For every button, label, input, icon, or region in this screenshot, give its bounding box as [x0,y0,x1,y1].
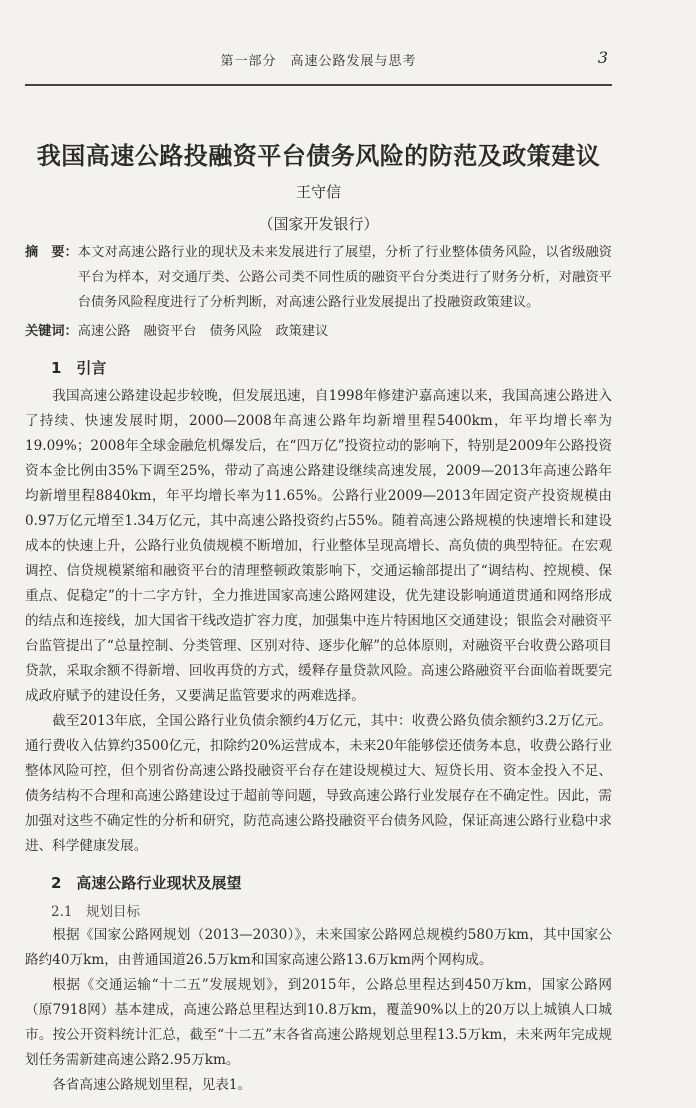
paragraph: 各省高速公路规划里程，见表1。 [52,1077,252,1093]
paragraph: 根据《国家公路网规划（2013—2030）》，未来国家公路网总规模约580万km，其中国家公路约40万km，由普通国道26.5万km和国家高速公路13.6万km两个网构成。 [25,927,612,968]
keywords [25,319,612,344]
header-section-title: 第一部分 高速公路发展与思考 [220,54,417,69]
page-number: 3 [597,48,608,67]
section-heading-1: 1 引言 [51,359,107,377]
paragraph: 根据《交通运输“十二五”发展规划》，到2015年，公路总里程达到450万km，国家公路网（原7918网）基本建成，高速公路总里程达到10.8万km，覆盖90%以上的20万以上城镇人口城市。按公开资料统计汇总，截至“十二五”末各省高速公路规划总里程13.5万km，未来两年完成规划任务需新建高速公路2.95万km。 [25,977,612,1068]
subsection-heading-2-1: 2.1 规划目标 [51,904,140,920]
section-2-body [25,923,612,1098]
page [25,0,612,1108]
section-heading-2: 2 高速公路行业现状及展望 [51,874,242,892]
abstract-label: 摘 要： [25,245,78,260]
running-header [25,46,612,86]
abstract-text: 本文对高速公路行业的现状及未来发展进行了展望，分析了行业整体债务风险，以省级融资平台为样本，对交通厅类、公路公司类不同性质的融资平台分类进行了财务分析，对融资平台债务风险程度进行了分析判断，对高速公路行业发展提出了投融资政策建议。 [77,245,612,310]
paragraph: 截至2013年底，全国公路行业负债余额约4万亿元，其中：收费公路负债余额约3.2万亿元。通行费收入估算约3500亿元，扣除约20%运营成本，未来20年能够偿还债务本息，收费公路行业整体风险可控，但个别省份高速公路投融资平台存在建设规模过大、短贷长用、资本金投入不足、债务结构不合理和高速公路建设过于超前等问题，导致高速公路行业发展存在不确定性。因此，需加强对这些不确定性的分析和研究，防范高速公路投融资平台债务风险，保证高速公路行业稳中求进、科学健康发展。 [25,713,612,854]
keywords-text: 高速公路 融资平台 债务风险 政策建议 [77,324,329,339]
author: 王守信 [295,183,341,201]
affiliation: （国家开发银行） [258,215,379,233]
paragraph: 我国高速公路建设起步较晚，但发展迅速，自1998年修建沪嘉高速以来，我国高速公路进入了持续、快速发展时期，2000—2008年高速公路年均新增里程5400km，年平均增长率为19.09%；2008年全球金融危机爆发后，在“四万亿”投资拉动的影响下，特别是2009年公路投资资本金比例由35%下调至25%，带动了高速公路建设继续高速发展，2009—2013年高速公路年均新增里程8840km，年平均增长率为11.65%。公路行业2009—2013年固定资产投资规模由0.97万亿元增至1.34万亿元，其中高速公路投资约占55%。随着高速公路规模的快速增长和建设成本的快速上升，公路行业负债规模不断增加，行业整体呈现高增长、高负债的典型特征。在宏观调控、信贷规模紧缩和融资平台的清理整顿政策影响下，交通运输部提出了“调结构、控规模、保重点、促稳定”的十二字方针，全力推进国家高速公路网建设，优先建设影响通道贯通和网络形成的结点和连接线，加大国省干线改造扩容力度，加强集中连片特困地区交通建设；银监会对融资平台监管提出了“总量控制、分类管理、区别对待、逐步化解”的总体原则，对融资平台收费公路项目贷款，采取余额不得新增、回收再贷的方式，缓释存量贷款风险。高速公路融资平台面临着既要完成政府赋予的建设任务，又要满足监管要求的两难选择。 [25,388,612,704]
section-1-body [25,384,612,859]
abstract [25,240,612,315]
keywords-label: 关键词： [25,324,78,339]
paper-title: 我国高速公路投融资平台债务风险的防范及政策建议 [36,141,601,170]
